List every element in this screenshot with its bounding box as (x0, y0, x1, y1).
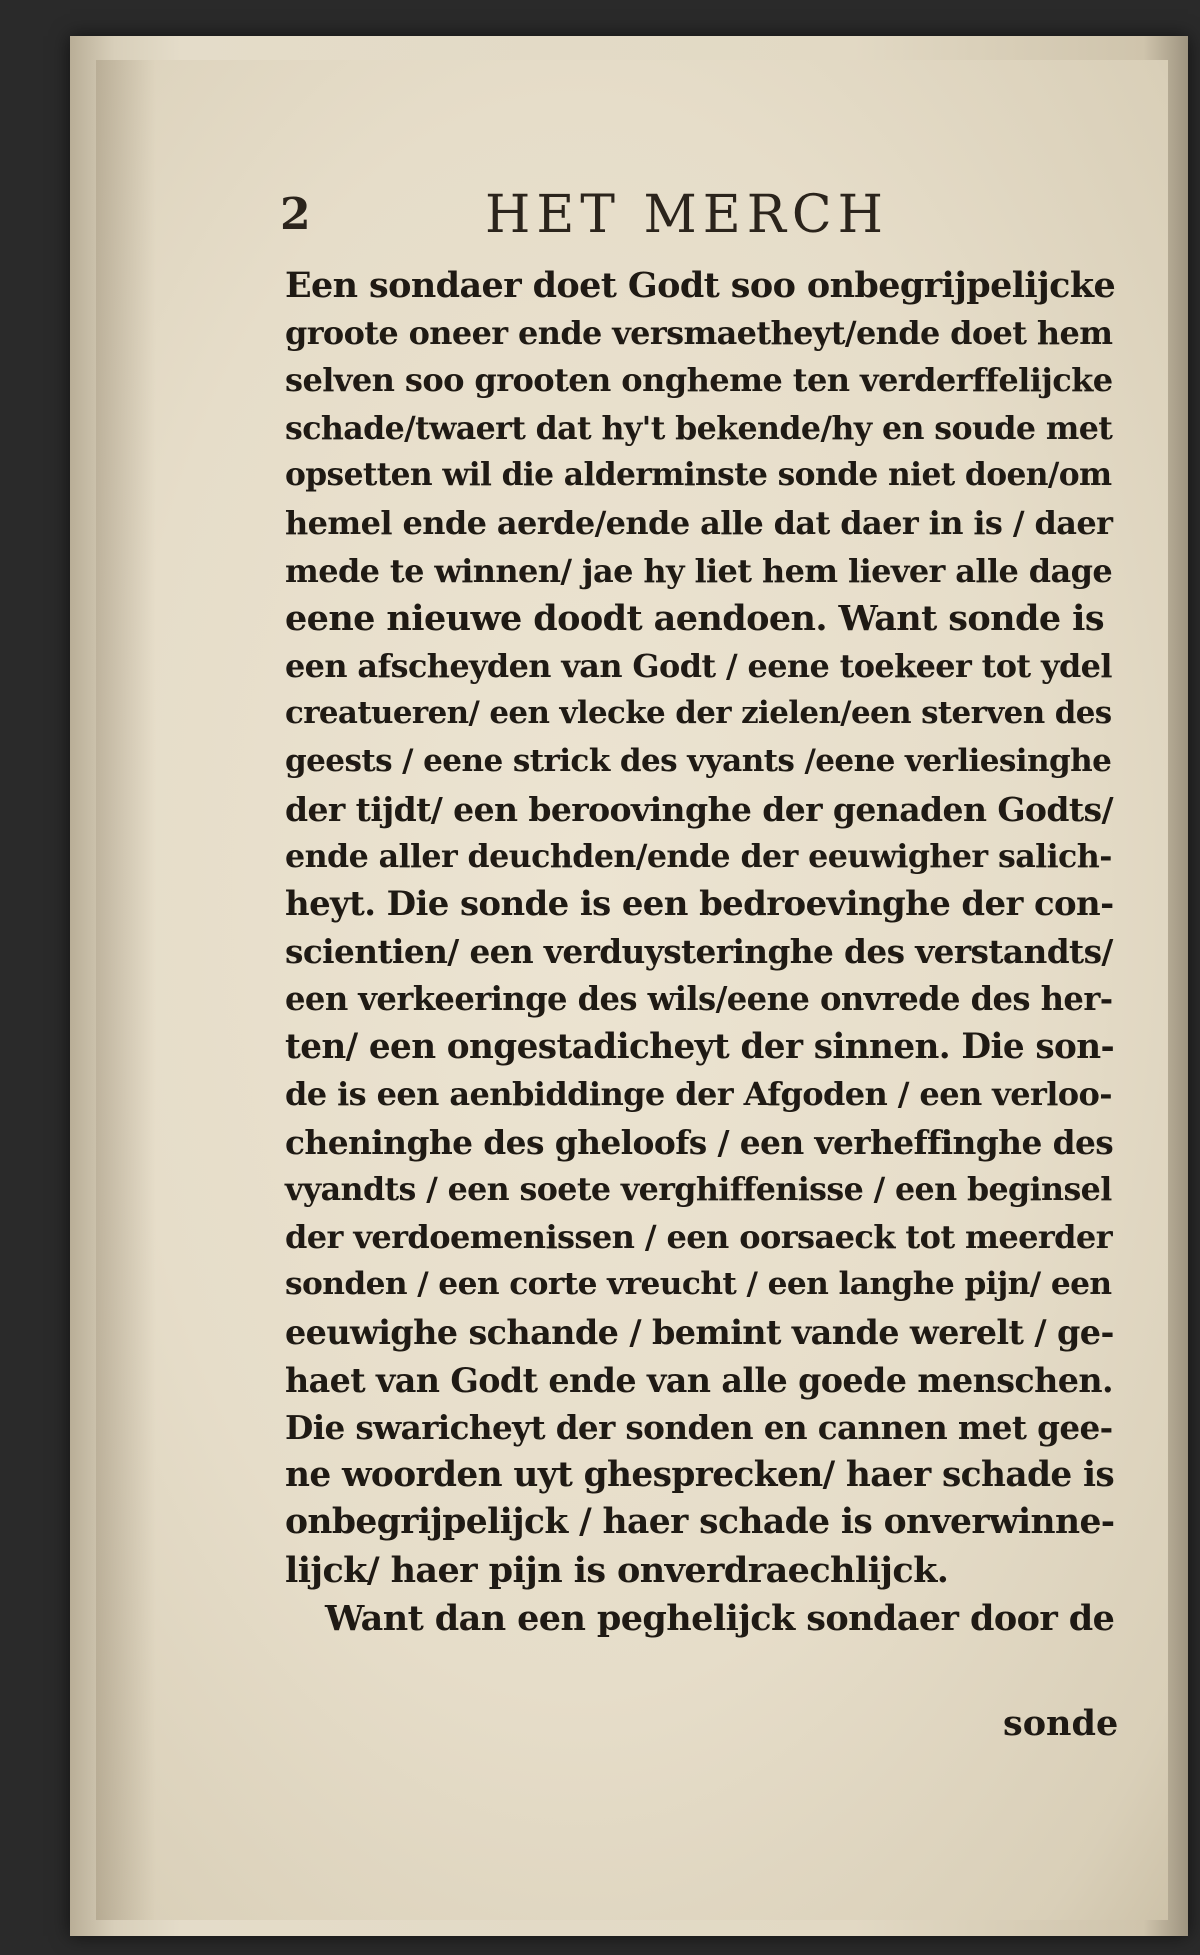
text-line: der verdoemenissen / een oorsaeck tot meerder (285, 1217, 1112, 1256)
text-line: selven soo grooten ongheme ten verderffelijcke (285, 361, 1113, 400)
page-gutter-shadow (96, 60, 156, 1920)
body-text (285, 262, 1115, 1642)
text-line: sonden / een corte vreucht / een langhe pijn/ een (285, 1266, 1112, 1303)
text-line: ten/ een ongestadicheyt der sinnen. Die son- (285, 1026, 1115, 1067)
catchword: sonde (1003, 1703, 1119, 1744)
text-line: opsetten wil die alderminste sonde niet doen/om (285, 457, 1112, 494)
text-line: een verkeeringe des wils/eene onvrede des her- (285, 979, 1113, 1018)
page-number: 2 (280, 189, 311, 240)
page-header (280, 185, 980, 245)
text-line: geests / eene strick des vyants /eene verliesinghe (285, 742, 1112, 779)
text-line: de is een aenbiddinge der Afgoden / een verloo- (285, 1075, 1112, 1114)
text-line: cheninghe des gheloofs / een verheffinghe des (285, 1122, 1114, 1162)
text-line: heyt. Die sonde is een bedroevinghe der con- (285, 883, 1114, 924)
text-line: Een sondaer doet Godt soo onbegrijpelijcke (285, 265, 1116, 306)
text-line: eene nieuwe doodt aendoen. Want sonde is (285, 598, 1104, 640)
text-line: creatueren/ een vlecke der zielen/een sterven des (285, 695, 1112, 732)
text-line: hemel ende aerde/ende alle dat daer in is / daer (285, 503, 1113, 542)
text-line: een afscheyden van Godt / eene toekeer tot ydel (285, 646, 1112, 685)
text-line: mede te winnen/ jae hy liet hem liever alle dage (285, 551, 1113, 590)
text-line: der tijdt/ een beroovinghe der genaden Godts/ (285, 789, 1114, 829)
text-line: onbegrijpelijck / haer schade is onverwinne- (285, 1502, 1115, 1543)
text-line: Want dan een peghelijck sondaer door de (325, 1597, 1115, 1639)
text-line: eeuwighe schande / bemint vande werelt / ge- (285, 1313, 1114, 1353)
text-line: haet van Godt ende van alle goede menschen. (285, 1360, 1113, 1400)
text-line: lijck/ haer pijn is onverdraechlijck. (285, 1550, 949, 1592)
text-line: ne woorden uyt ghesprecken/ haer schade is (285, 1454, 1115, 1495)
running-title: HET MERCH (485, 185, 890, 245)
text-line: groote oneer ende versmaetheyt/ende doet hem (285, 313, 1113, 352)
text-line: scientien/ een verduysteringhe des verstandts/ (285, 932, 1113, 972)
text-line: Die swaricheyt der sonden en cannen met gee- (285, 1408, 1113, 1448)
text-line: vyandts / een soete verghiffenisse / een beginsel (285, 1171, 1112, 1209)
text-line: ende aller deuchden/ende der eeuwigher salich- (285, 838, 1112, 876)
text-line: schade/twaert dat hy't bekende/hy en soude met (285, 409, 1113, 447)
